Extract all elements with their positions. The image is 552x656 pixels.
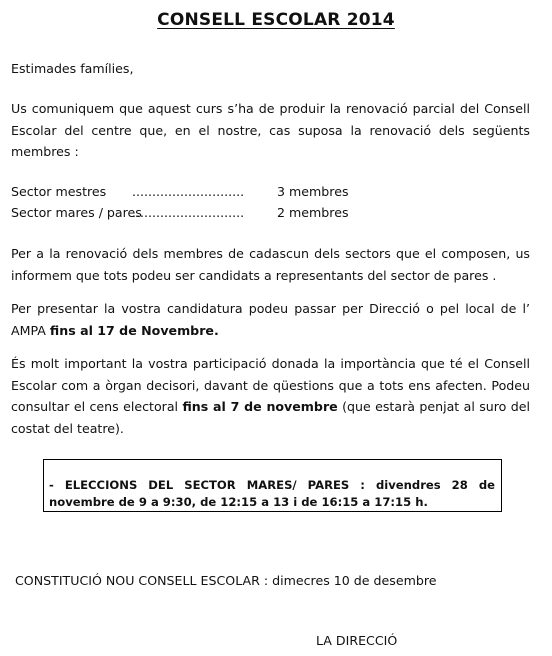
elections-notice: - ELECCIONS DEL SECTOR MARES/ PARES : divendres 28 de novembre de 9 a 9:30, de 12:15 a 13 i de 16:15 a 17:15 h. xyxy=(49,478,495,509)
participation-paragraph: És molt important la vostra participació donada la importància que té el Consell Escolar com a òrgan decisori, davant de qüestions que a tots ens afecten. Podeu consultar el cens electoral fins al 7 de novembre (que estarà penjat al suro del costat del teatre). xyxy=(11,356,530,436)
document-title: CONSELL ESCOLAR 2014 xyxy=(157,10,395,30)
constitution-line: CONSTITUCIÓ NOU CONSELL ESCOLAR : dimecres 10 de desembre xyxy=(15,573,437,588)
greeting: Estimades famílies, xyxy=(11,61,134,76)
submission-paragraph: Per presentar la vostra candidatura podeu passar per Direcció o pel local de l’ AMPA fins al 17 de Novembre. xyxy=(11,301,530,338)
sector-label: Sector mares / pares xyxy=(11,205,142,220)
sector-members: 3 membres xyxy=(277,184,349,199)
sector-dots: ............................ xyxy=(132,205,245,220)
sector-members: 2 membres xyxy=(277,205,349,220)
sector-label: Sector mestres xyxy=(11,184,107,199)
candidates-paragraph: Per a la renovació dels membres de cadascun dels sectors que el composen, us informem que tots podeu ser candidats a representants del sector de pares . xyxy=(11,246,530,283)
signature: LA DIRECCIÓ xyxy=(316,633,398,648)
sector-dots: ............................ xyxy=(132,184,245,199)
submission-deadline: fins al 17 de Novembre. xyxy=(49,322,219,338)
intro-paragraph: Us comuniquem que aquest curs s’ha de produir la renovació parcial del Consell Escolar del centre que, en el nostre, cas suposa la renovació dels següents membres : xyxy=(11,101,530,159)
census-deadline: fins al 7 de novembre xyxy=(182,399,338,414)
elections-notice-box xyxy=(43,459,502,512)
